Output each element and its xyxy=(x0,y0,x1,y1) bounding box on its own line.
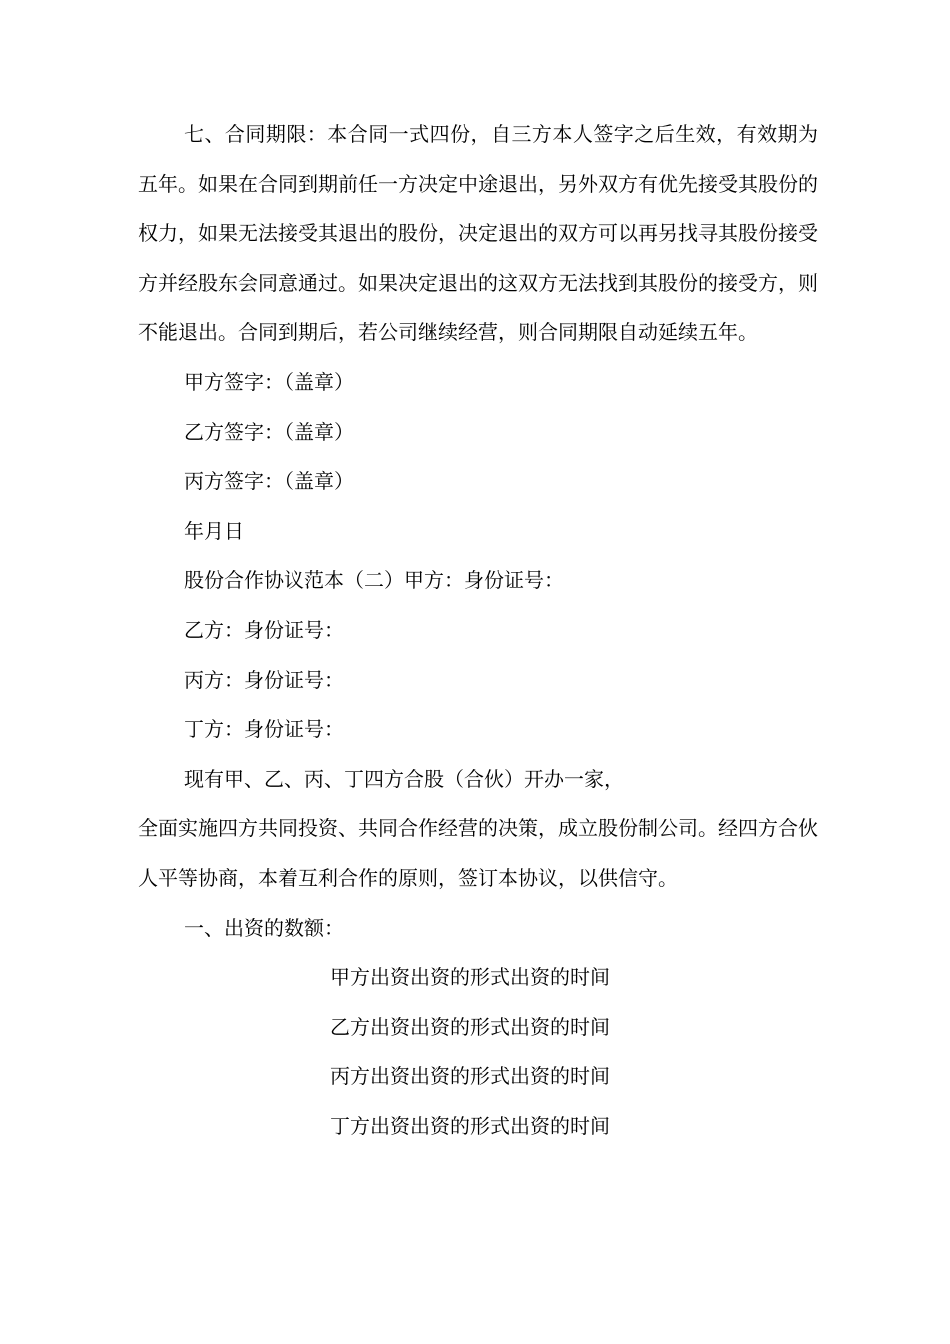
party-a-signature-line: 甲方签字：（盖章） xyxy=(184,369,354,394)
party-c-id-line: 丙方：身份证号： xyxy=(184,667,344,692)
party-b-id-line: 乙方：身份证号： xyxy=(184,617,344,642)
party-c-contribution-row: 丙方出资出资的形式出资的时间 xyxy=(330,1064,610,1089)
intro-line: 现有甲、乙、丙、丁四方合股（合伙）开办一家， xyxy=(184,766,624,791)
date-line: 年月日 xyxy=(184,518,244,543)
party-a-contribution-row: 甲方出资出资的形式出资的时间 xyxy=(330,965,610,990)
section-one-heading: 一、出资的数额： xyxy=(184,915,344,940)
party-d-id-line: 丁方：身份证号： xyxy=(184,717,344,742)
template-two-heading: 股份合作协议范本（二）甲方：身份证号： xyxy=(184,568,564,593)
party-c-signature-line: 丙方签字：（盖章） xyxy=(184,469,354,494)
document-page xyxy=(138,110,818,1151)
party-b-contribution-row: 乙方出资出资的形式出资的时间 xyxy=(330,1014,610,1039)
contract-term-paragraph: 七、合同期限：本合同一式四份，自三方本人签字之后生效，有效期为五年。如果在合同到期前任一方决定中途退出，另外双方有优先接受其股份的权力，如果无法接受其退出的股份，决定退出的双方可以再另找寻其股份接受方并经股东会同意通过。如果决定退出的这双方无法找到其股份的接受方，则不能退出。合同到期后，若公司继续经营，则合同期限自动延续五年。 xyxy=(138,122,818,345)
party-b-signature-line: 乙方签字：（盖章） xyxy=(184,419,354,444)
intro-paragraph: 全面实施四方共同投资、共同合作经营的决策，成立股份制公司。经四方合伙人平等协商，本着互利合作的原则，签订本协议，以供信守。 xyxy=(138,816,818,890)
party-d-contribution-row: 丁方出资出资的形式出资的时间 xyxy=(330,1113,610,1138)
